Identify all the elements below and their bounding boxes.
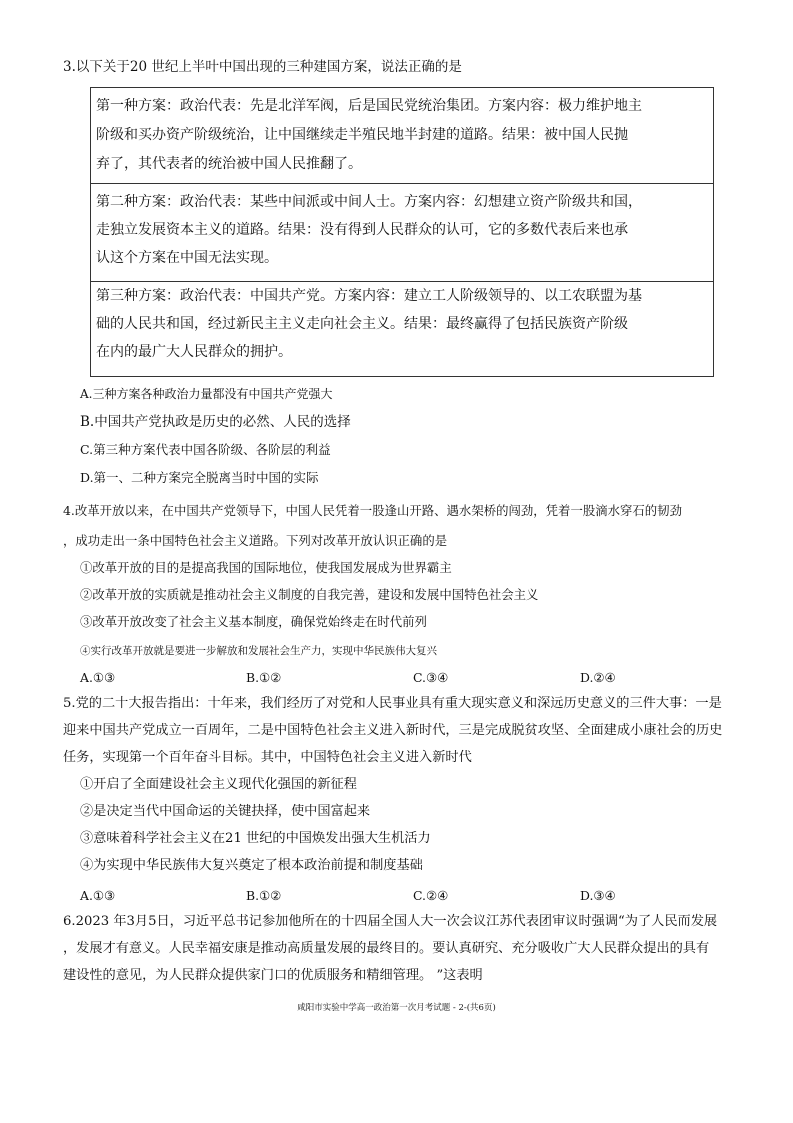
scheme-row-3 xyxy=(91,282,713,376)
table-line: 第二种方案：政治代表：某些中间派或中间人士。方案内容：幻想建立资产阶级共和国， xyxy=(96,194,642,210)
choice-c: C.③④ xyxy=(413,670,449,685)
page-footer: 咸阳市实验中学高一政治第一次月考试题 - 2-(共6页) xyxy=(297,1003,496,1013)
choice-b: B.①② xyxy=(246,670,282,685)
option-a: A.三种方案各种政治力量都没有中国共产党强大 xyxy=(80,387,333,401)
statement-item: ②改革开放的实质就是推动社会主义制度的自我完善，建设和发展中国特色社会主义 xyxy=(80,587,539,602)
question-6-stem: ，发展才有意义。人民幸福安康是推动高质量发展的最终目的。要认真研究、充分吸收广大人民群众提出的具有 xyxy=(63,941,710,956)
statement-item: ①改革开放的目的是提高我国的国际地位，使我国发展成为世界霸主 xyxy=(80,560,452,575)
choice-d: D.②④ xyxy=(580,670,616,685)
question-6-stem: 建设性的意见，为人民群众提供家门口的优质服务和精细管理。 ”这表明 xyxy=(63,968,483,983)
statement-item: ④为实现中华民族伟大复兴奠定了根本政治前提和制度基础 xyxy=(80,858,423,873)
statement-item: ②是决定当代中国命运的关键抉择，使中国富起来 xyxy=(80,804,371,819)
table-line: 走独立发展资本主义的道路。结果：没有得到人民群众的认可，它的多数代表后来也承 xyxy=(96,222,628,238)
question-4-stem: 4.改革开放以来，在中国共产党领导下，中国人民凭着一股逢山开路、遇水架桥的闯劲，凭着一股滴水穿石的韧劲 xyxy=(63,503,682,518)
question-3-title: 3.以下关于20 世纪上半叶中国出现的三种建国方案，说法正确的是 xyxy=(63,59,462,75)
question-5-stem: 任务，实现第一个百年奋斗目标。其中，中国特色社会主义进入新时代 xyxy=(63,750,472,765)
table-line: 阶级和买办资产阶级统治，让中国继续走半殖民地半封建的道路。结果：被中国人民抛 xyxy=(96,127,628,143)
table-line: 认这个方案在中国无法实现。 xyxy=(96,250,278,266)
scheme-row-2 xyxy=(91,184,713,282)
table-line: 第一种方案：政治代表：先是北洋军阀，后是国民党统治集团。方案内容：极力维护地主 xyxy=(96,98,642,114)
statement-item: ③意味着科学社会主义在21 世纪的中国焕发出强大生机活力 xyxy=(80,831,431,846)
question-4-stem: ，成功走出一条中国特色社会主义道路。下列对改革开放认识正确的是 xyxy=(63,533,448,548)
statement-item: ④实行改革开放就是要进一步解放和发展社会生产力，实现中华民族伟大复兴 xyxy=(80,645,437,657)
option-c: C.第三种方案代表中国各阶级、各阶层的利益 xyxy=(80,442,331,457)
choice-b: B.①② xyxy=(246,888,282,903)
question-6-stem: 6.2023 年3月5日，习近平总书记参加他所在的十四届全国人大一次会议江苏代表团审议时强调“为了人民而发展 xyxy=(63,914,718,929)
table-line: 在内的最广大人民群众的拥护。 xyxy=(96,344,292,360)
option-b: B.中国共产党执政是历史的必然、人民的选择 xyxy=(80,414,351,430)
choice-c: C.②④ xyxy=(413,888,449,903)
schemes-table xyxy=(90,87,714,377)
option-d: D.第一、二种方案完全脱离当时中国的实际 xyxy=(80,470,319,485)
table-line: 础的人民共和国，经过新民主主义走向社会主义。结果：最终赢得了包括民族资产阶级 xyxy=(96,316,628,332)
choice-a: A.①③ xyxy=(80,670,116,685)
table-line: 第三种方案：政治代表：中国共产党。方案内容：建立工人阶级领导的、以工农联盟为基 xyxy=(96,288,642,304)
table-line: 弃了，其代表者的统治被中国人民推翻了。 xyxy=(96,156,362,172)
choice-d: D.③④ xyxy=(580,888,616,903)
statement-item: ③改革开放改变了社会主义基本制度，确保党始终走在时代前列 xyxy=(80,614,427,629)
statement-item: ①开启了全面建设社会主义现代化强国的新征程 xyxy=(80,777,357,792)
scheme-row-1 xyxy=(91,88,713,184)
question-5-stem: 5.党的二十大报告指出：十年来，我们经历了对党和人民事业具有重大现实意义和深远历史意义的三件大事：一是 xyxy=(63,696,722,711)
choice-a: A.①③ xyxy=(80,888,116,903)
question-5-stem: 迎来中国共产党成立一百周年，二是中国特色社会主义进入新时代，三是完成脱贫攻坚、全面建成小康社会的历史 xyxy=(63,723,723,738)
